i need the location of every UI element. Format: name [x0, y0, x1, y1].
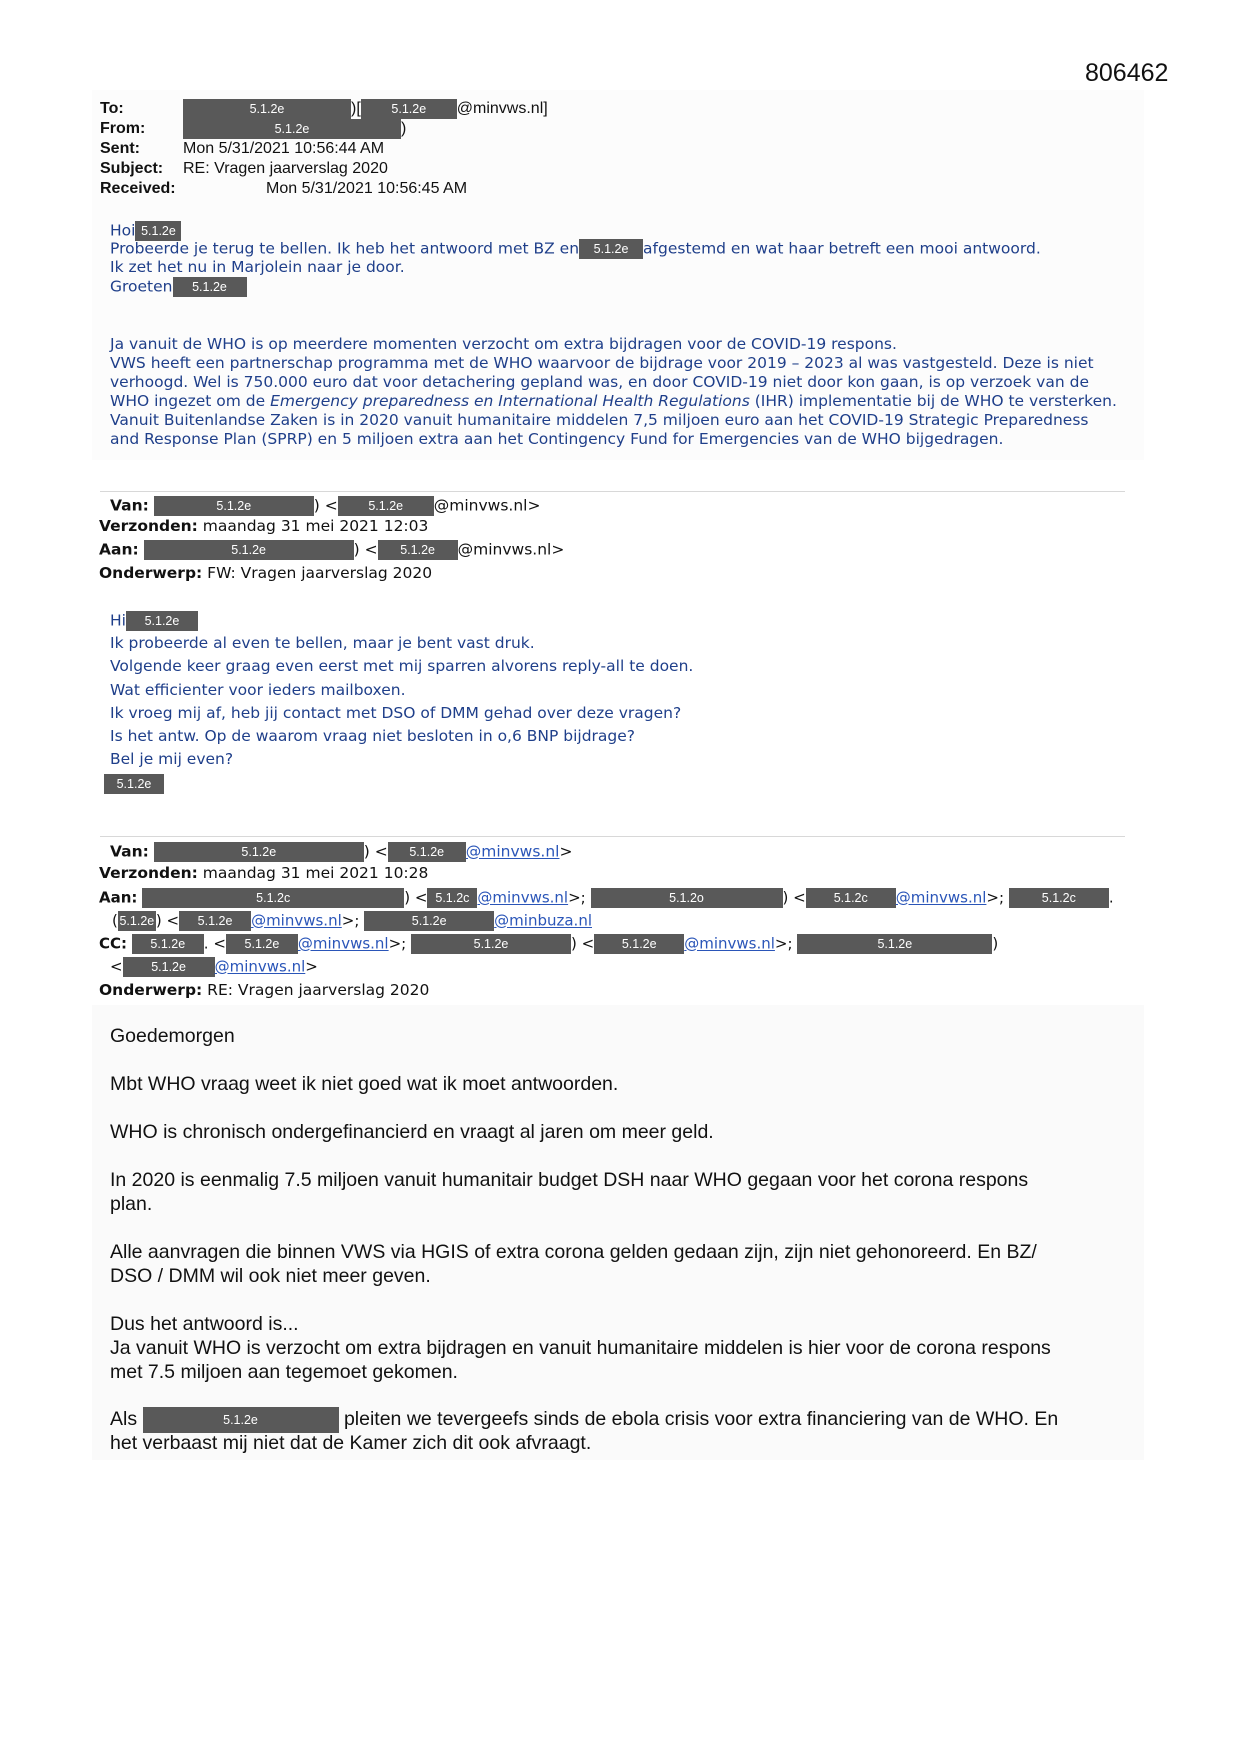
redaction-block: 5.1.2e: [179, 911, 251, 931]
body-line: met 7.5 miljoen aan tegemoet gekomen.: [110, 1361, 458, 1383]
mail2-signature: [104, 774, 164, 794]
redaction-block: 5.1.2e: [594, 934, 684, 954]
received-label: Received:: [100, 180, 176, 197]
redaction-block: 5.1.2e: [144, 540, 354, 560]
redaction-block: 5.1.2e: [797, 934, 992, 954]
redaction-block: 5.1.2c: [806, 888, 896, 908]
redaction-block: 5.1.2o: [591, 888, 783, 908]
mail2-line: Volgende keer graag even eerst met mij sparren alvorens reply-all te doen.: [110, 657, 694, 675]
mail2-line: Ik vroeg mij af, heb jij contact met DSO of DMM gehad over deze vragen?: [110, 704, 682, 722]
redaction-block: 5.1.2e: [104, 774, 164, 794]
redaction-block: 5.1.2e: [154, 496, 314, 516]
sent-label: Sent:: [100, 140, 140, 157]
redaction-block: 5.1.2e: [364, 911, 494, 931]
body-line: plan.: [110, 1193, 153, 1215]
body-line: DSO / DMM wil ook niet meer geven.: [110, 1265, 431, 1287]
mail3-onderwerp: Onderwerp: RE: Vragen jaarverslag 2020: [99, 981, 430, 999]
reply1-p5: Vanuit Buitenlandse Zaken is in 2020 vanuit humanitaire middelen 7,5 miljoen euro aan het COVID-19 Strategic Preparedness: [110, 411, 1089, 429]
mail2-line: Ik probeerde al even te bellen, maar je bent vast druk.: [110, 634, 535, 652]
reply1-p4: WHO ingezet om de Emergency preparedness en International Health Regulations (IHR) implementatie bij de WHO te versterken.: [110, 392, 1117, 410]
received-value: Mon 5/31/2021 10:56:45 AM: [266, 180, 468, 197]
body-greeting: Goedemorgen: [110, 1025, 235, 1047]
mail2-line: Wat efficienter voor ieders mailboxen.: [110, 681, 406, 699]
sent-value: Mon 5/31/2021 10:56:44 AM: [183, 140, 385, 157]
redaction-block: 5.1.2e: [579, 239, 643, 259]
redaction-block: 5.1.2e: [154, 842, 364, 862]
from-row: 5.1.2e ): [183, 119, 406, 139]
redaction-block: 5.1.2e: [388, 842, 466, 862]
mail2-aan: Aan: 5.1.2e ) < 5.1.2e @minvws.nl>: [99, 540, 565, 559]
email-link[interactable]: @minvws.nl: [684, 934, 775, 953]
body-line: Mbt WHO vraag weet ik niet goed wat ik moet antwoorden.: [110, 1073, 619, 1095]
mail2-onderwerp: Onderwerp: FW: Vragen jaarverslag 2020: [99, 564, 433, 582]
redaction-block: 5.1.2e: [361, 99, 457, 119]
redaction-block: 5.1.2e: [126, 611, 198, 631]
mail2-verzonden: Verzonden: maandag 31 mei 2021 12:03: [99, 517, 429, 535]
redaction-block: 5.1.2e: [135, 221, 181, 241]
redaction-block: 5.1.2c: [1009, 888, 1109, 908]
email-link[interactable]: @minvws.nl: [465, 842, 560, 861]
mail2-line: Is het antw. Op de waarom vraag niet besloten in o,6 BNP bijdrage?: [110, 727, 636, 745]
reply1-line1: Probeerde je terug te bellen. Ik heb het antwoord met BZ en 5.1.2e afgestemd en wat haar betreft een mooi antwoord.: [110, 239, 1041, 258]
redaction-block: 5.1.2e: [338, 496, 434, 516]
reply1-line2: Ik zet het nu in Marjolein naar je door.: [110, 258, 405, 276]
mail3-aan: Aan: 5.1.2c ) < 5.1.2c @minvws.nl>; 5.1.2o ) < 5.1.2c @minvws.nl>; 5.1.2c .: [99, 888, 1114, 907]
email-link[interactable]: @minvws.nl: [297, 934, 389, 953]
mail3-cc: CC: 5.1.2e . < 5.1.2e @minvws.nl>; 5.1.2e ) < 5.1.2e @minvws.nl>; 5.1.2e ): [99, 934, 999, 953]
body-line: In 2020 is eenmalig 7.5 miljoen vanuit humanitair budget DSH naar WHO gegaan voor het corona respons: [110, 1169, 1029, 1191]
subject-label: Subject:: [100, 160, 164, 177]
reply1-p6: and Response Plan (SPRP) en 5 miljoen extra aan het Contingency Fund for Emergencies van de WHO bijgedragen.: [110, 430, 1004, 448]
document-id: 806462: [1085, 59, 1169, 87]
redaction-block: 5.1.2e: [226, 934, 298, 954]
email-link[interactable]: @minvws.nl: [477, 888, 569, 907]
reply1-p2: VWS heeft een partnerschap programma met de WHO waarvoor de bijdrage voor 2019 – 2023 al was vastgesteld. Deze is niet: [110, 354, 1094, 372]
body-line: Als 5.1.2e pleiten we tevergeefs sinds de ebola crisis voor extra financiering van de WHO. En: [110, 1407, 1058, 1433]
mail3-cc-cont: < 5.1.2e @minvws.nl>: [110, 957, 318, 976]
email-link[interactable]: @minvws.nl: [251, 911, 342, 930]
reply1-closing: Groeten 5.1.2e: [110, 277, 247, 297]
mail2-line: Bel je mij even?: [110, 750, 234, 768]
to-address: @minvws.nl]: [456, 100, 548, 118]
body-line: Alle aanvragen die binnen VWS via HGIS of extra corona gelden gedaan zijn, zijn niet gehonoreerd. En BZ/: [110, 1241, 1037, 1263]
mail2-van: Van: 5.1.2e ) < 5.1.2e @minvws.nl>: [110, 496, 541, 515]
email-link[interactable]: @minvws.nl: [214, 957, 306, 976]
email-link[interactable]: @minbuza.nl: [494, 911, 592, 930]
body-line: WHO is chronisch ondergefinancierd en vraagt al jaren om meer geld.: [110, 1121, 714, 1143]
divider: [100, 491, 1125, 492]
redaction-block: 5.1.2e: [123, 957, 215, 977]
redaction-block: 5.1.2e: [173, 277, 247, 297]
mail3-van: Van: 5.1.2e ) < 5.1.2e @minvws.nl>: [110, 842, 573, 861]
redaction-block: 5.1.2c: [427, 888, 477, 908]
mail3-verzonden: Verzonden: maandag 31 mei 2021 10:28: [99, 864, 429, 882]
divider: [100, 836, 1125, 837]
body-line: Ja vanuit WHO is verzocht om extra bijdragen en vanuit humanitaire middelen is hier voor de corona respons: [110, 1337, 1051, 1359]
body-line: het verbaast mij niet dat de Kamer zich dit ook afvraagt.: [110, 1432, 592, 1454]
redaction-block: 5.1.2c: [142, 888, 404, 908]
redaction-block: 5.1.2e: [183, 119, 401, 139]
redaction-block: 5.1.2e: [411, 934, 571, 954]
redaction-block: 5.1.2e: [143, 1407, 339, 1433]
reply1-p1: Ja vanuit de WHO is op meerdere momenten verzocht om extra bijdragen voor de COVID-19 respons.: [110, 335, 897, 353]
from-label: From:: [100, 120, 146, 137]
reply1-greeting: Hoi 5.1.2e: [110, 221, 181, 241]
mail3-aan-cont: ( 5.1.2e ) < 5.1.2e @minvws.nl>; 5.1.2e @minbuza.nl: [112, 911, 592, 930]
redaction-block: 5.1.2e: [183, 99, 351, 119]
to-row: 5.1.2e )[ 5.1.2e @minvws.nl]: [183, 99, 548, 119]
mail2-greeting: Hi 5.1.2e: [110, 611, 198, 631]
to-label: To:: [100, 100, 124, 117]
redaction-block: 5.1.2e: [378, 540, 458, 560]
email-link[interactable]: @minvws.nl: [895, 888, 987, 907]
subject-value: RE: Vragen jaarverslag 2020: [183, 160, 388, 177]
redaction-block: 5.1.2e: [132, 934, 204, 954]
body-line: Dus het antwoord is...: [110, 1313, 299, 1335]
redaction-block: 5.1.2e: [118, 911, 156, 931]
reply1-p3: verhoogd. Wel is 750.000 euro dat voor detachering gepland was, en door COVID-19 niet door kon gaan, is op verzoek van de: [110, 373, 1089, 391]
